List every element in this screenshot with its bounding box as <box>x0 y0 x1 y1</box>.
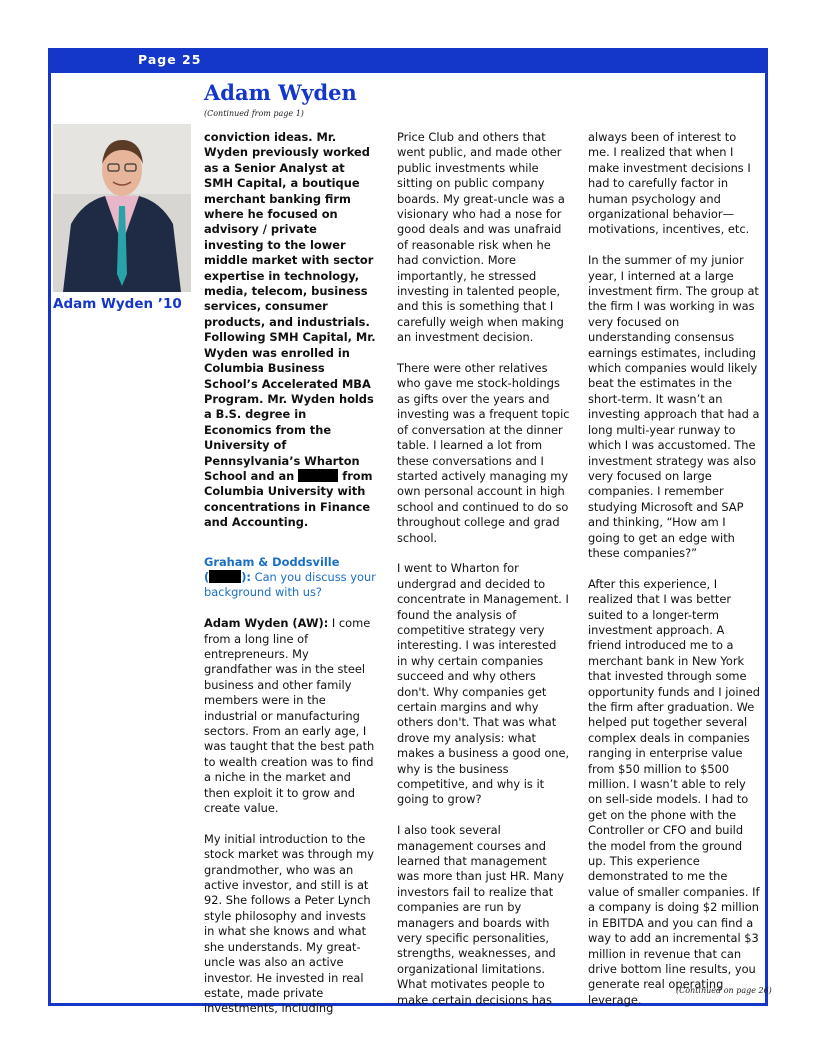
question-asker: Graham & Doddsville <box>204 554 340 569</box>
photo-caption: Adam Wyden ’10 <box>53 296 182 312</box>
column-2 <box>397 130 570 1024</box>
body-paragraph: After this experience, I realized that I was better suited to a longer-term investment approach. A friend introduced me to a merchant bank in New York that invested through some opportunity funds and I joined the firm after graduation. We helped put together several complex deals in companies ranging in enterprise value from $50 million to $500 million. I wasn’t able to rely on sell-side models. I had to get on the phone with the Controller or CFO and build the model from the ground up. This experience demonstrated to me the value of smaller companies. If a company is doing $2 million in EBITDA and you can find a way to add an incremental $3 million in revenue that can drive bottom line results, you generate real operating leverage. <box>588 576 760 1007</box>
bio-paragraph <box>204 130 377 531</box>
column-3 <box>588 130 760 1024</box>
continued-to-note: (Continued on page 26) <box>676 986 772 995</box>
continued-from-note: (Continued from page 1) <box>204 109 304 118</box>
redaction-block <box>209 570 241 583</box>
page-number: Page 25 <box>138 52 202 67</box>
body-paragraph: There were other relatives who gave me stock-holdings as gifts over the years and investing was a frequent topic of conversation at the dinner table. I learned a lot from these conversations and I started actively managing my own personal account in high school and continued to do so throughout college and grad school. <box>397 361 570 545</box>
interview-question: Graham & Doddsville ( ): Can you discuss your background with us? <box>204 554 376 600</box>
answer-paragraph: Adam Wyden (AW): I come from a long line of entrepreneurs. My grandfather was in the steel business and other family members were in the industrial or manufacturing sectors. From an early age, I was taught that the best path to wealth creation was to find a niche in the market and then exploit it to grow and create value. <box>204 616 375 816</box>
bio-text-1: conviction ideas. Mr. Wyden previously worked as a Senior Analyst at SMH Capital, a boutique merchant banking firm where he focused on advisory / private investing to the lower middle market with sector expertise in technology, media, telecom, business services, consumer products, and industrials. Following SMH Capital, Mr. Wyden was enrolled in Columbia Business School’s Accelerated MBA Program. Mr. Wyden holds a B.S. degree in Economics from the University of Pennsylvania’s Wharton School and an <box>204 130 376 483</box>
body-paragraph: I also took several management courses and learned that management was more than just HR. Many investors fail to realize that companies are run by managers and boards with very specific personalities, strengths, weaknesses, and organizational limitations. What motivates people to make certain decisions has <box>397 823 564 1007</box>
body-paragraph: always been of interest to me. I realized that when I make investment decisions I had to carefully factor in human psychology and organizational behavior—motivations, incentives, etc. <box>588 130 751 237</box>
body-paragraph: In the summer of my junior year, I interned at a large investment firm. The group at the firm I was working in was very focused on understanding consensus earnings estimates, including which companies would likely beat the estimates in the short-term. It wasn’t an investing approach that had a long multi-year runway to which I was accustomed. The investment strategy was also very focused on large companies. I remember studying Microsoft and SAP and thinking, “How am I going to get an edge with these companies?” <box>588 253 760 560</box>
portrait-photo <box>53 124 191 292</box>
body-paragraph: I went to Wharton for undergrad and decided to concentrate in Management. I found the analysis of competitive strategy very interesting. I was interested in why certain companies succeed and why others don't. Why companies get certain margins and why others don't. That was what drove my analysis: what makes a business a good one, why is the business competitive, and why is it going to grow? <box>397 561 570 807</box>
answer-speaker: Adam Wyden (AW): <box>204 616 329 631</box>
body-paragraph: My initial introduction to the stock market was through my grandmother, who was an active investor, and still is at 92. She follows a Peter Lynch style philosophy and invests in what she knows and what she understands. My great-uncle was also an active investor. He invested in real estate, made private investments, including <box>204 831 374 1016</box>
question-text: Can you discuss your background with us? <box>204 569 376 600</box>
article-title: Adam Wyden <box>204 80 357 105</box>
column-1 <box>204 130 377 1032</box>
body-paragraph: Price Club and others that went public, and made other public investments while sitting on public company boards. My great-uncle was a visionary who had a nose for good deals and was unafraid of reasonable risk when he had conviction. More importantly, he stressed investing in talented people, and this is something that I carefully weigh when making an investment decision. <box>397 130 565 345</box>
bio-text-2: from Columbia University with concentrations in Finance and Accounting. <box>204 468 373 530</box>
redaction-block <box>298 469 338 482</box>
